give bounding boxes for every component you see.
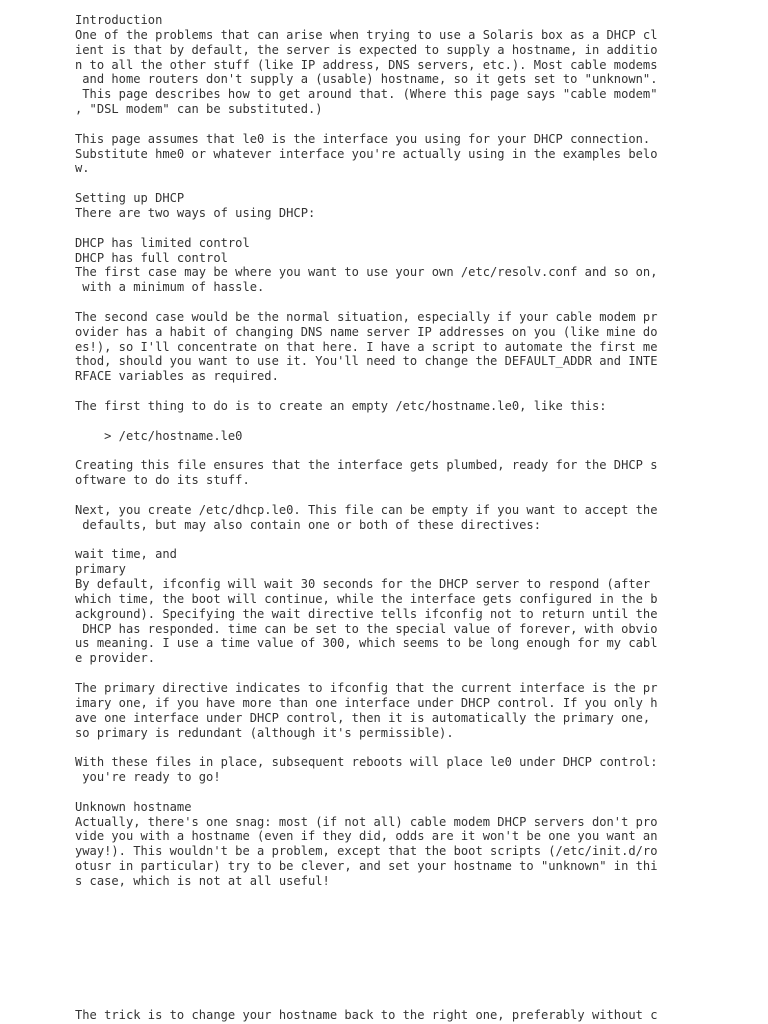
directives-list bbox=[75, 547, 755, 577]
text-line: Creating this file ensures that the interface gets plumbed, ready for the DHCP s bbox=[75, 458, 658, 473]
section-heading: Setting up DHCP bbox=[75, 191, 185, 206]
interface-para bbox=[75, 132, 755, 177]
list-item: DHCP has limited control bbox=[75, 235, 250, 250]
hostname-command bbox=[75, 429, 755, 444]
text-line: The second case would be the normal situation, especially if your cable modem pr bbox=[75, 309, 658, 324]
text-line: imary one, if you have more than one interface under DHCP control. If you only h bbox=[75, 695, 658, 710]
text-line: yway!). This wouldn't be a problem, except that the boot scripts (/etc/init.d/ro bbox=[75, 844, 658, 859]
text-line: Actually, there's one snag: most (if not all) cable modem DHCP servers don't pro bbox=[75, 814, 658, 829]
text-line: Next, you create /etc/dhcp.le0. This file can be empty if you want to accept the bbox=[75, 502, 658, 517]
text-line: oftware to do its stuff. bbox=[75, 473, 250, 488]
intro-para bbox=[75, 28, 755, 117]
text-line: vide you with a hostname (even if they did, odds are it won't be one you want an bbox=[75, 829, 658, 844]
text-line: , "DSL modem" can be substituted.) bbox=[75, 102, 323, 117]
text-line: One of the problems that can arise when trying to use a Solaris box as a DHCP cl bbox=[75, 27, 658, 42]
text-line: with a minimum of hassle. bbox=[75, 280, 265, 295]
section-heading: Introduction bbox=[75, 13, 163, 27]
text-line: The trick is to change your hostname back to the right one, preferably without c bbox=[75, 1007, 658, 1022]
blank-line bbox=[75, 295, 755, 310]
setup-heading bbox=[75, 191, 755, 206]
blank-line bbox=[75, 488, 755, 503]
blank-line bbox=[75, 117, 755, 132]
text-line: ient is that by default, the server is expected to supply a hostname, in additio bbox=[75, 42, 658, 57]
text-line: s case, which is not at all useful! bbox=[75, 873, 330, 888]
plumbed-para bbox=[75, 458, 755, 488]
reboot-para bbox=[75, 755, 755, 785]
text-line: which time, the boot will continue, while the interface gets configured in the b bbox=[75, 591, 658, 606]
text-line: There are two ways of using DHCP: bbox=[75, 205, 316, 220]
second-case-para bbox=[75, 310, 755, 384]
text-line: defaults, but may also contain one or both of these directives: bbox=[75, 517, 541, 532]
unknown-heading bbox=[75, 800, 755, 815]
text-line: ave one interface under DHCP control, then it is automatically the primary one, bbox=[75, 710, 651, 725]
text-line: us meaning. I use a time value of 300, which seems to be long enough for my cabl bbox=[75, 636, 658, 651]
text-line: and home routers don't supply a (usable) hostname, so it gets set to "unknown". bbox=[75, 72, 658, 87]
trick-para bbox=[75, 1008, 755, 1023]
code-line: > /etc/hostname.le0 bbox=[75, 428, 243, 443]
hostname-file-para bbox=[75, 399, 755, 414]
text-line: The first thing to do is to create an empty /etc/hostname.le0, like this: bbox=[75, 398, 607, 413]
wait-para bbox=[75, 577, 755, 666]
text-line: DHCP has responded. time can be set to the special value of forever, with obvio bbox=[75, 621, 658, 636]
text-line: so primary is redundant (although it's permissible). bbox=[75, 725, 454, 740]
blank-line bbox=[75, 785, 755, 800]
two-ways-para bbox=[75, 206, 755, 221]
intro-heading bbox=[75, 13, 755, 28]
blank-line bbox=[75, 176, 755, 191]
blank-line bbox=[75, 533, 755, 548]
text-line: Substitute hme0 or whatever interface you're actually using in the examples belo bbox=[75, 146, 658, 161]
blank-line bbox=[75, 384, 755, 399]
text-line: This page describes how to get around that. (Where this page says "cable modem" bbox=[75, 87, 658, 102]
text-line: By default, ifconfig will wait 30 seconds for the DHCP server to respond (after bbox=[75, 577, 651, 592]
text-line: n to all the other stuff (like IP address, DNS servers, etc.). Most cable modems bbox=[75, 57, 658, 72]
first-case-para bbox=[75, 265, 755, 295]
text-line: This page assumes that le0 is the interface you using for your DHCP connection. bbox=[75, 131, 651, 146]
blank-line bbox=[75, 221, 755, 236]
text-line: ovider has a habit of changing DNS name server IP addresses on you (like mine do bbox=[75, 324, 658, 339]
dhcp-file-para bbox=[75, 503, 755, 533]
text-line: thod, should you want to use it. You'll need to change the DEFAULT_ADDR and INTE bbox=[75, 354, 658, 369]
text-line: you're ready to go! bbox=[75, 770, 221, 785]
text-line: RFACE variables as required. bbox=[75, 369, 279, 384]
blank-line bbox=[75, 740, 755, 755]
list-item: DHCP has full control bbox=[75, 250, 228, 265]
text-line: With these files in place, subsequent reboots will place le0 under DHCP control: bbox=[75, 755, 658, 770]
primary-para bbox=[75, 681, 755, 740]
text-line: w. bbox=[75, 161, 90, 176]
snag-para bbox=[75, 815, 755, 889]
section-heading: Unknown hostname bbox=[75, 799, 192, 814]
page-gap bbox=[75, 889, 755, 1008]
document-page bbox=[75, 13, 755, 1022]
list-item: wait time, and bbox=[75, 547, 177, 562]
text-line: ackground). Specifying the wait directive tells ifconfig not to return until the bbox=[75, 606, 658, 621]
blank-line bbox=[75, 414, 755, 429]
text-line: The first case may be where you want to use your own /etc/resolv.conf and so on, bbox=[75, 265, 658, 280]
blank-line bbox=[75, 443, 755, 458]
blank-line bbox=[75, 666, 755, 681]
text-line: The primary directive indicates to ifconfig that the current interface is the pr bbox=[75, 680, 658, 695]
dhcp-modes-list bbox=[75, 236, 755, 266]
text-line: otusr in particular) try to be clever, and set your hostname to "unknown" in thi bbox=[75, 859, 658, 874]
text-line: es!), so I'll concentrate on that here. I have a script to automate the first me bbox=[75, 339, 658, 354]
list-item: primary bbox=[75, 562, 126, 577]
text-line: e provider. bbox=[75, 651, 156, 666]
